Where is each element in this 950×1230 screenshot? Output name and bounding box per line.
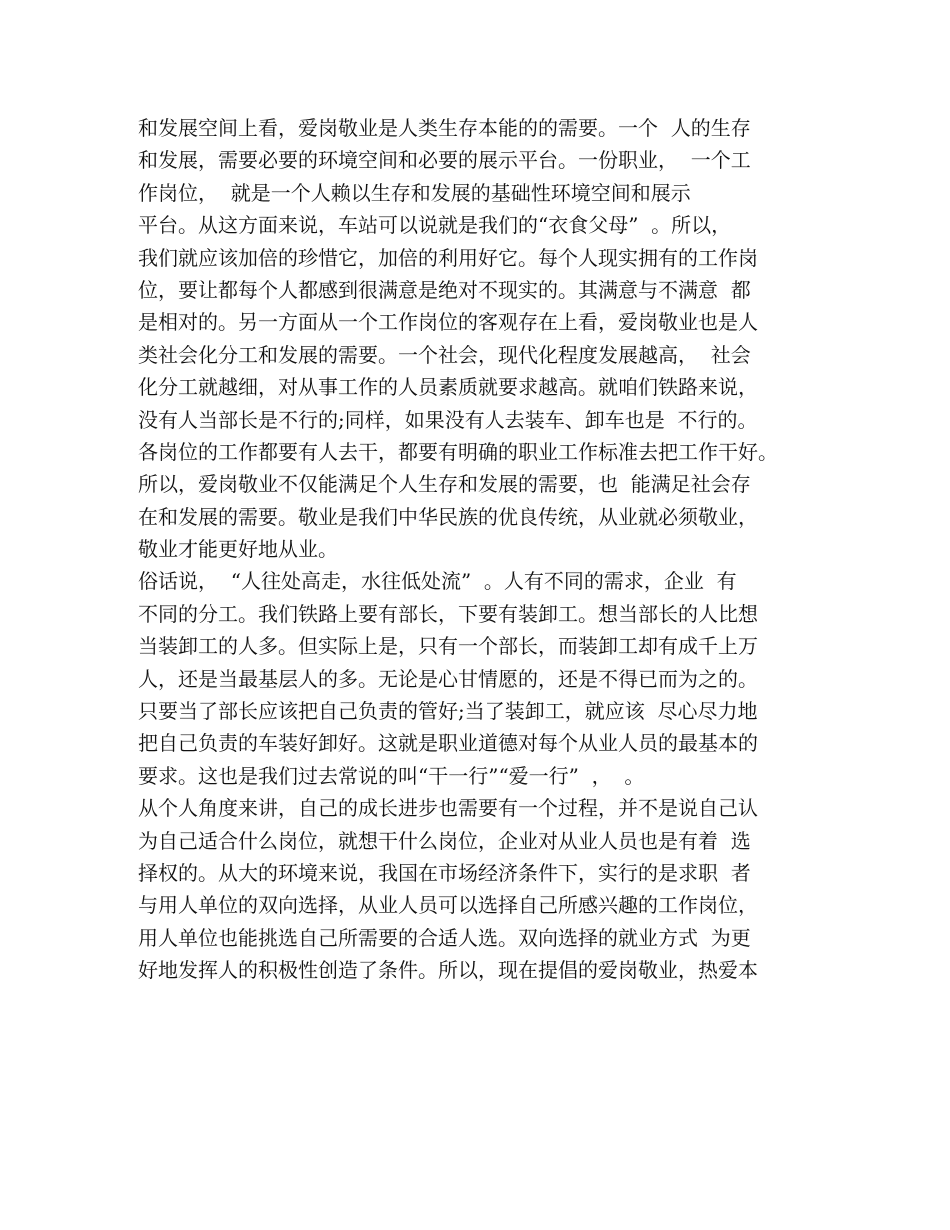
body-text: [138, 112, 838, 987]
text-line: 把自己负责的车装好卸好。这就是职业道德对每个从业人员的最基本的: [138, 731, 758, 756]
text-line: 和发展，需要必要的环境空间和必要的展示平台。一份职业， 一个工: [138, 148, 751, 173]
text-line: 化分工就越细，对从事工作的人员素质就要求越高。就咱们铁路来说，: [138, 375, 758, 400]
text-line: 作岗位， 就是一个人赖以生存和发展的基础性环境空间和展示: [138, 180, 691, 205]
text-line: 位，要让都每个人都感到很满意是绝对不现实的。其满意与不满意 都: [138, 277, 751, 302]
text-line: 与用人单位的双向选择，从业人员可以选择自己所感兴趣的工作岗位，: [138, 893, 758, 918]
text-line: 我们就应该加倍的珍惜它，加倍的利用好它。每个人现实拥有的工作岗: [138, 245, 758, 270]
text-line: 是相对的。另一方面从一个工作岗位的客观存在上看，爱岗敬业也是人: [138, 310, 758, 335]
text-line: 不同的分工。我们铁路上要有部长，下要有装卸工。想当部长的人比想: [138, 601, 758, 626]
text-line: 择权的。从大的环境来说，我国在市场经济条件下，实行的是求职 者: [138, 860, 751, 885]
text-line: 敬业才能更好地从业。: [138, 537, 338, 562]
text-line: 只要当了部长应该把自己负责的管好;当了装卸工，就应该 尽心尽力地: [138, 699, 758, 724]
text-line: 人，还是当最基层人的多。无论是心甘情愿的，还是不得已而为之的。: [138, 666, 758, 691]
text-line: 当装卸工的人多。但实际上是，只有一个部长，而装卸工却有成千上万: [138, 634, 758, 659]
text-line: 从个人角度来讲，自己的成长进步也需要有一个过程，并不是说自己认: [138, 796, 758, 821]
text-line: 各岗位的工作都要有人去干，都要有明确的职业工作标准去把工作干好。: [138, 439, 778, 464]
text-line: 在和发展的需要。敬业是我们中华民族的优良传统，从业就必须敬业，: [138, 504, 758, 529]
text-line: 为自己适合什么岗位，就想干什么岗位，企业对从业人员也是有着 选: [138, 828, 751, 853]
text-line: 平台。从这方面来说，车站可以说就是我们的“衣食父母” 。所以，: [138, 213, 732, 238]
text-line: 好地发挥人的积极性创造了条件。所以，现在提倡的爱岗敬业，热爱本: [138, 958, 758, 983]
text-line: 所以，爱岗敬业不仅能满足个人生存和发展的需要，也 能满足社会存: [138, 472, 751, 497]
text-line: 要求。这也是我们过去常说的叫“干一行”“爱一行” ， 。: [138, 763, 645, 788]
text-line: 用人单位也能挑选自己所需要的合适人选。双向选择的就业方式 为更: [138, 925, 751, 950]
text-line: 类社会化分工和发展的需要。一个社会，现代化程度发展越高， 社会: [138, 342, 751, 367]
text-line: 没有人当部长是不行的;同样，如果没有人去装车、卸车也是 不行的。: [138, 407, 758, 432]
text-line: 和发展空间上看，爱岗敬业是人类生存本能的的需要。一个 人的生存: [138, 116, 751, 140]
text-line: 俗话说， “人往处高走，水往低处流” 。人有不同的需求，企业 有: [138, 569, 737, 594]
